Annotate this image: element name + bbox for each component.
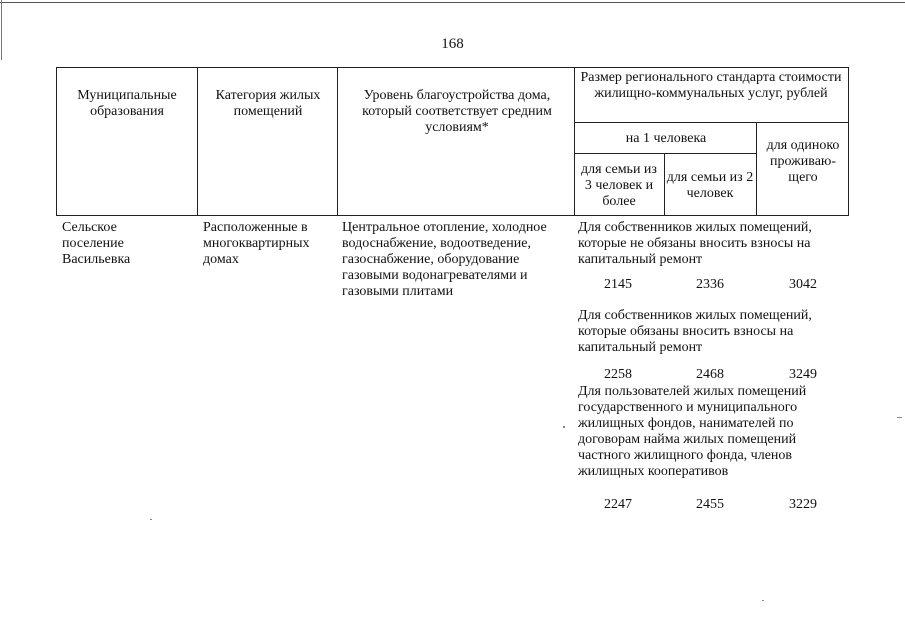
value-family-3: 2145 [604,277,632,292]
housing-category: Расположенные в многоквартирных домах [203,220,310,267]
scan-speck [897,417,902,418]
amenity-level: Центральное отопление, холодное водоснабжение, водоотведение, газоснабжение, оборудование газовыми водонагревателями и газовыми плитами [342,220,547,299]
header-family-2: для семьи из 2 человек [666,170,754,201]
family-top-border [574,153,756,154]
per-person-top-border [574,122,849,123]
table-right-border [848,67,849,216]
group-label: Для пользователей жилых помещений государственного и муниципального жилищных фондов, нанимателей по договорам найма жилых помещений частного жилищного фонда, членов жилищных кооперативов [578,384,807,479]
value-single: 3249 [789,367,817,382]
header-category: Категория жилых помещений [215,88,321,119]
group-label: Для собственников жилых помещений, которые не обязаны вносить взносы на капитальный ремонт [578,220,812,267]
column-divider-1 [197,67,198,216]
scan-speck [563,426,565,428]
header-single: для одиноко проживаю-щего [766,138,840,185]
header-standard-size: Размер регионального стандарта стоимости жилищно-коммунальных услуг, рублей [580,70,842,101]
value-family-2: 2455 [696,497,724,512]
value-family-2: 2336 [696,277,724,292]
value-family-2: 2468 [696,367,724,382]
column-divider-4 [664,153,665,216]
value-single: 3229 [789,497,817,512]
scan-edge-top [0,2,905,3]
scan-speck [150,519,152,520]
table-header-bottom-border [56,215,849,216]
header-municipality: Муниципальные образования [77,88,177,119]
column-divider-5 [756,122,757,216]
table-top-border [56,67,849,68]
page-number: 168 [441,36,464,52]
header-per-person: на 1 человека [625,131,707,146]
header-family-3: для семьи из 3 человек и более [581,162,657,209]
value-single: 3042 [789,277,817,292]
value-family-3: 2247 [604,497,632,512]
value-family-3: 2258 [604,367,632,382]
municipality-name: Сельское поселение Васильевка [62,220,131,267]
column-divider-3 [574,67,575,216]
table-left-border [56,67,57,216]
scan-speck [762,600,764,601]
header-level: Уровень благоустройства дома, который соответствует средним условиям* [362,88,552,135]
group-label: Для собственников жилых помещений, которые обязаны вносить взносы на капитальный ремонт [578,308,812,355]
column-divider-2 [337,67,338,216]
